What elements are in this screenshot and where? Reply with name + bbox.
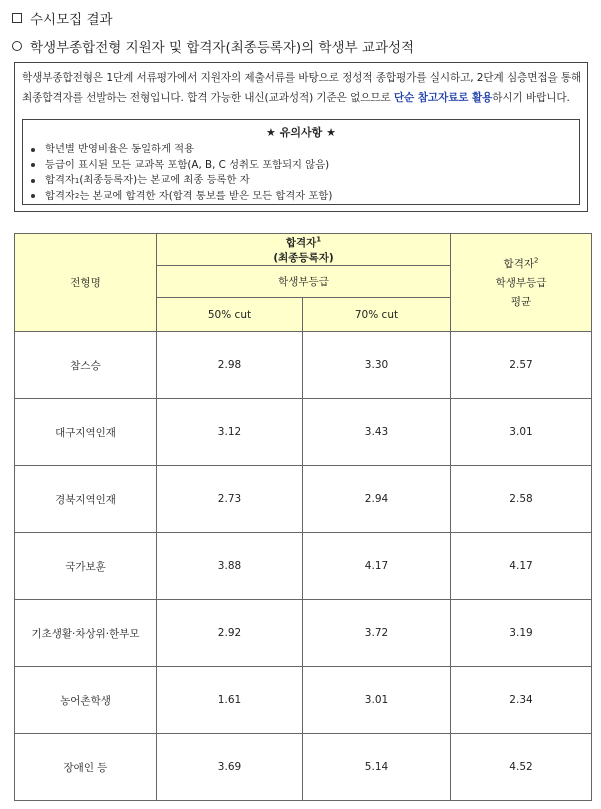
- table-row: [15, 667, 592, 734]
- notice-item: 등급이 표시된 모든 교과목 포함(A, B, C 성취도 포함되지 않음): [31, 158, 579, 174]
- row-cut70: 3.72: [303, 600, 451, 667]
- subsection-heading: [12, 36, 414, 56]
- row-name: 농어촌학생: [15, 667, 157, 734]
- row-name: 장애인 등: [15, 734, 157, 801]
- row-name: 대구지역인재: [15, 399, 157, 466]
- row-average: 2.57: [451, 332, 592, 399]
- notice-list: [23, 142, 579, 204]
- notice-item: 학년별 반영비율은 동일하게 적용: [31, 142, 579, 158]
- header-type: 전형명: [15, 234, 157, 332]
- row-average: 2.58: [451, 466, 592, 533]
- results-table: [14, 233, 592, 801]
- header-group1-grade: 학생부등급: [157, 266, 451, 298]
- row-cut50: 3.88: [157, 533, 303, 600]
- row-average: 2.34: [451, 667, 592, 734]
- notice-item: 합격자 1 (최종등록자)는 본교에 최종 등록한 자: [31, 173, 579, 189]
- subsection-heading-text: 학생부종합전형 지원자 및 합격자(최종등록자)의 학생부 교과성적: [30, 40, 415, 56]
- row-average: 3.01: [451, 399, 592, 466]
- section-heading: [12, 8, 113, 28]
- header-group1-title: 합격자$^1$ (최종등록자): [157, 234, 451, 266]
- row-cut50: 2.73: [157, 466, 303, 533]
- bullet-dot-icon: [31, 148, 35, 152]
- bullet-dot-icon: [31, 194, 35, 198]
- intro-text-1: 학생부종합전형은 1단계 서류평가에서 지원자의 제출서류를 바탕으로 정성적 종합평가를 실시하고, 2단계 심층면접을 통해 최종합격자를 선발하는 전형입니다. 합격 가능한 내신(교과성적) 기준은 없으므로: [22, 72, 582, 104]
- intro-text-2: 하시기 바랍니다.: [492, 92, 570, 104]
- header-cut50: 50% cut: [157, 298, 303, 332]
- row-cut70: 2.94: [303, 466, 451, 533]
- circle-bullet-icon: [12, 41, 22, 51]
- intro-highlight: 단순 참고자료로 활용: [393, 92, 493, 104]
- section-heading-text: 수시모집 결과: [30, 12, 113, 28]
- table-row: [15, 399, 592, 466]
- row-cut50: 2.98: [157, 332, 303, 399]
- row-cut50: 2.92: [157, 600, 303, 667]
- table-row: [15, 734, 592, 801]
- bullet-dot-icon: [31, 163, 35, 167]
- row-cut70: 4.17: [303, 533, 451, 600]
- bullet-dot-icon: [31, 179, 35, 183]
- row-cut70: 3.01: [303, 667, 451, 734]
- row-cut50: 3.12: [157, 399, 303, 466]
- notice-title: ★ 유의사항 ★: [266, 126, 336, 139]
- row-cut70: 3.43: [303, 399, 451, 466]
- square-bullet-icon: [12, 13, 22, 23]
- table-row: [15, 533, 592, 600]
- row-average: 3.19: [451, 600, 592, 667]
- header-group2: 합격자$^2$ 학생부등급 평균: [451, 234, 592, 332]
- info-box: [14, 62, 588, 212]
- row-cut70: 5.14: [303, 734, 451, 801]
- row-name: 기초생활·차상위·한부모: [15, 600, 157, 667]
- row-average: 4.17: [451, 533, 592, 600]
- row-cut70: 3.30: [303, 332, 451, 399]
- header-cut70: 70% cut: [303, 298, 451, 332]
- row-name: 경북지역인재: [15, 466, 157, 533]
- row-cut50: 1.61: [157, 667, 303, 734]
- intro-paragraph: [22, 68, 582, 108]
- table-row: [15, 332, 592, 399]
- row-average: 4.52: [451, 734, 592, 801]
- table-row: [15, 466, 592, 533]
- notice-item: 합격자 2 는 본교에 합격한 자(합격 통보를 받은 모든 합격자 포함): [31, 189, 579, 205]
- notice-box: [22, 119, 580, 205]
- row-name: 참스승: [15, 332, 157, 399]
- row-name: 국가보훈: [15, 533, 157, 600]
- table-row: [15, 600, 592, 667]
- row-cut50: 3.69: [157, 734, 303, 801]
